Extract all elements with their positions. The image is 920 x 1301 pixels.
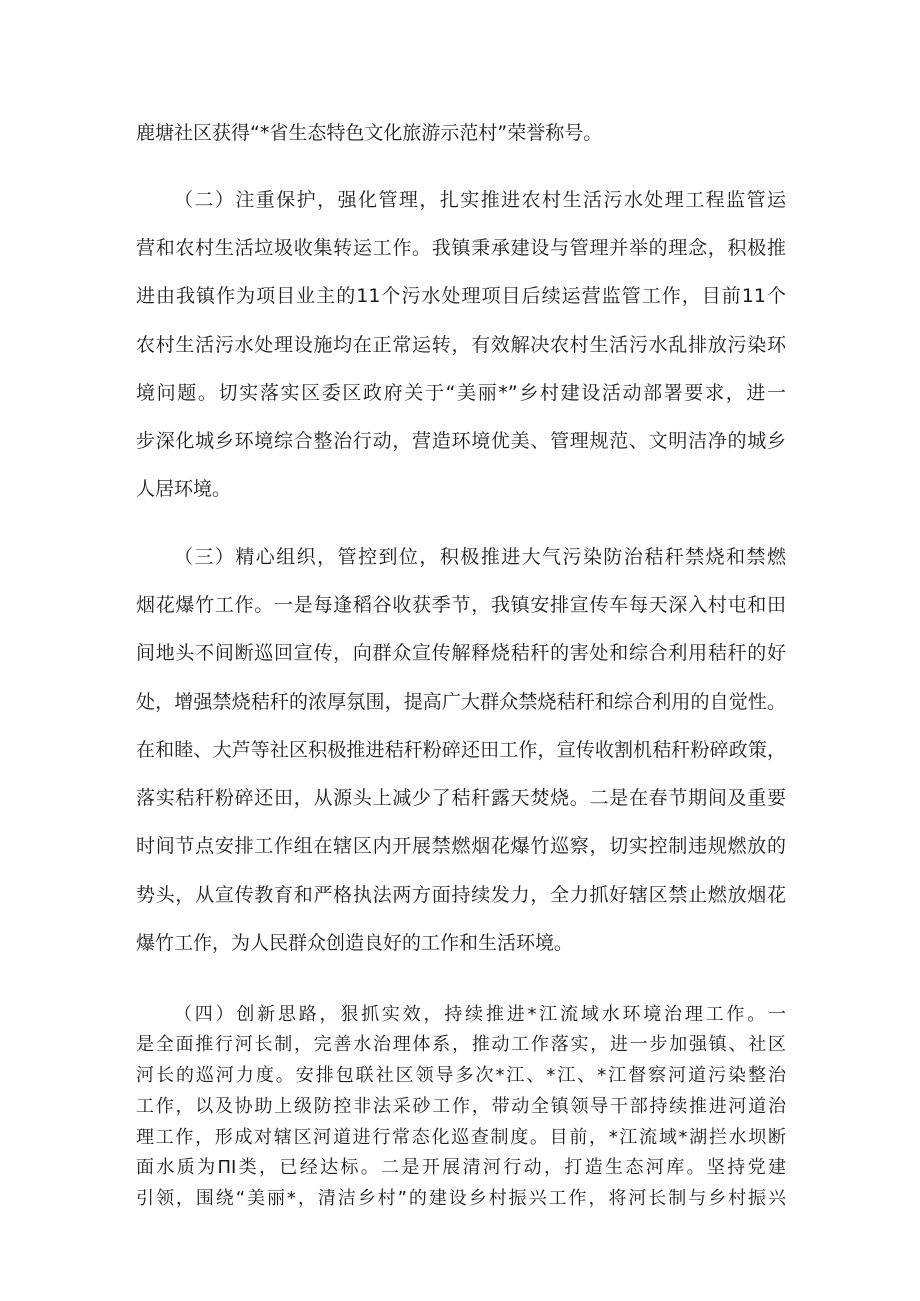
text-line: 营和农村生活垃圾收集转运工作。我镇秉承建设与管理并举的理念，积极推 xyxy=(136,237,786,259)
text-line: 爆竹工作，为人民群众创造良好的工作和生活环境。 xyxy=(136,932,574,954)
text-line: 鹿塘社区获得“*省生态特色文化旅游示范村”荣誉称号。 xyxy=(136,122,603,144)
text-line: 面水质为ΠI类，已经达标。二是开展清河行动，打造生态河库。坚持党建 xyxy=(136,1157,786,1178)
text-line: 间地头不间断巡回宣传，向群众宣传解释烧秸秆的害处和综合利用秸秆的好 xyxy=(136,642,786,664)
text-line: 时间节点安排工作组在辖区内开展禁燃烟花爆竹巡察，切实控制违规燃放的 xyxy=(136,835,786,857)
text-line: 是全面推行河长制，完善水治理体系，推动工作落实，进一步加强镇、社区 xyxy=(136,1034,786,1055)
text-line: 烟花爆竹工作。一是每逢稻谷收获季节，我镇安排宣传车每天深入村屯和田 xyxy=(136,594,786,616)
text-line: 农村生活污水处理设施均在正常运转，有效解决农村生活污水乱排放污染环 xyxy=(136,334,786,356)
text-line: （四）创新思路，狠抓实效，持续推进*江流域水环境治理工作。一 xyxy=(174,1004,786,1025)
text-line: 工作，以及协助上级防控非法采砂工作，带动全镇领导干部持续推进河道治 xyxy=(136,1096,786,1117)
text-line: 人居环境。 xyxy=(136,478,232,500)
text-line: 河长的巡河力度。安排包联社区领导多次*江、*江、*江督察河道污染整治 xyxy=(136,1065,786,1086)
text-line: 势头，从宣传教育和严格执法两方面持续发力，全力抓好辖区禁止燃放烟花 xyxy=(136,884,786,906)
text-line: 境问题。切实落实区委区政府关于“美丽*”乡村建设活动部署要求，进一 xyxy=(136,382,786,404)
text-line: 进由我镇作为项目业主的11个污水处理项目后续运营监管工作，目前11个 xyxy=(136,285,786,307)
text-line: 落实秸秆粉碎还田，从源头上减少了秸秆露天焚烧。二是在春节期间及重要 xyxy=(136,787,786,809)
text-line: （三）精心组织，管控到位，积极推进大气污染防治秸秆禁烧和禁燃 xyxy=(174,546,786,568)
text-line: 引领，围绕“美丽*，清洁乡村”的建设乡村振兴工作，将河长制与乡村振兴 xyxy=(136,1188,786,1209)
text-line: （二）注重保护，强化管理，扎实推进农村生活污水处理工程监管运 xyxy=(174,189,786,211)
text-line: 理工作，形成对辖区河道进行常态化巡查制度。目前，*江流域*湖拦水坝断 xyxy=(136,1127,786,1148)
text-line: 在和睦、大芦等社区积极推进秸秆粉碎还田工作，宣传收割机秸秆粉碎政策， xyxy=(136,739,786,761)
text-line: 步深化城乡环境综合整治行动，营造环境优美、管理规范、文明洁净的城乡 xyxy=(136,430,786,452)
text-line: 处，增强禁烧秸秆的浓厚氛围，提高广大群众禁烧秸秆和综合利用的自觉性。 xyxy=(136,691,786,713)
